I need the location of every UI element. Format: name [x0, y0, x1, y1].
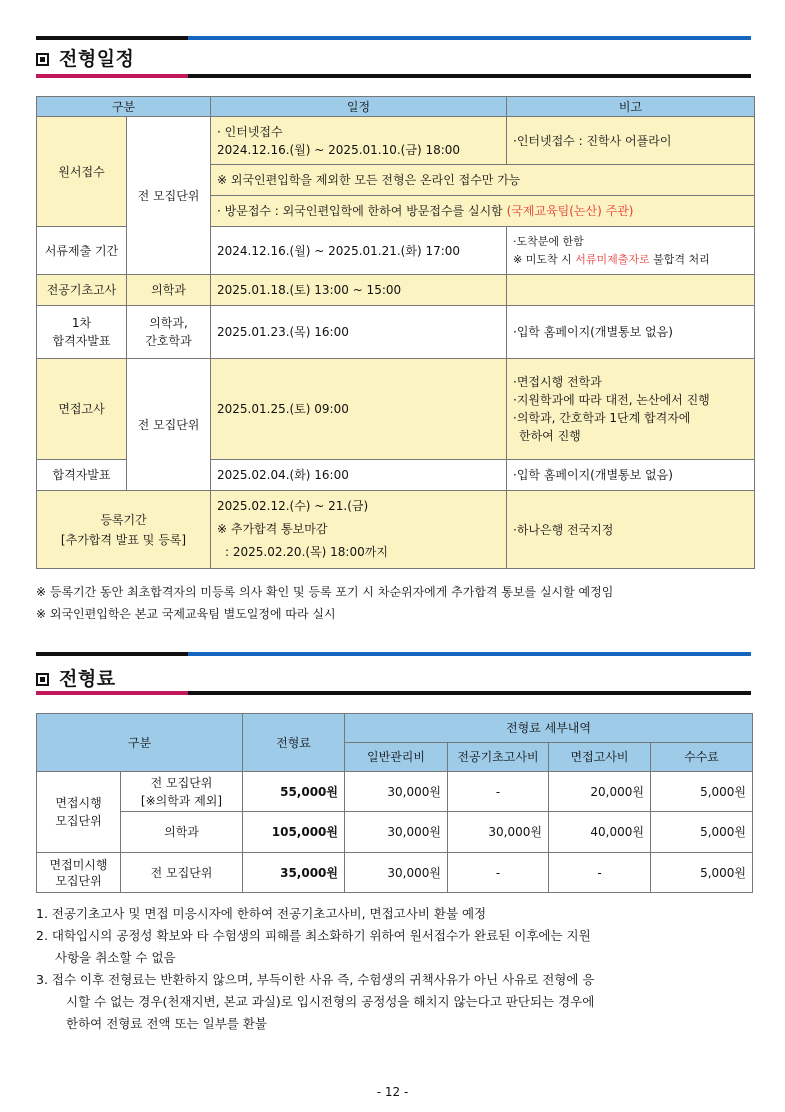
interview-label: 면접고사	[37, 359, 127, 460]
section-bar-top	[36, 36, 751, 40]
interview-unit: 전 모집단위	[127, 359, 211, 491]
fee-note: 3. 접수 이후 전형료는 반환하지 않으며, 부득이한 사유 즉, 수험생의 귀책사유가 아닌 사유로 전형에 응	[36, 972, 595, 987]
application-unit: 전 모집단위	[127, 117, 211, 275]
fee-unit: 전 모집단위	[121, 853, 243, 893]
documents-date: 2024.12.16.(월) ~ 2025.01.21.(화) 17:00	[211, 227, 507, 275]
schedule-table	[36, 96, 755, 569]
interview-date: 2025.01.25.(토) 09:00	[211, 359, 507, 460]
fee-general: 30,000원	[345, 853, 448, 893]
fee-table	[36, 713, 753, 893]
first-pass-note: ·입학 홈페이지(개별통보 없음)	[507, 306, 755, 359]
section1-header	[36, 36, 751, 80]
first-pass-label: 1차 합격자발표	[37, 306, 127, 359]
basic-exam-date: 2025.01.18.(토) 13:00 ~ 15:00	[211, 275, 507, 306]
group2-label: 면접미시행 모집단위	[37, 853, 121, 893]
basic-exam-note	[507, 275, 755, 306]
fee-header-basic: 전공기초고사비	[448, 743, 549, 772]
header-schedule: 일정	[211, 97, 507, 117]
fee-interview: 40,000원	[549, 812, 651, 853]
fee-commission: 5,000원	[651, 772, 753, 812]
table-row	[37, 812, 753, 853]
header-category: 구분	[37, 97, 211, 117]
fee-header-general: 일반관리비	[345, 743, 448, 772]
fee-total: 105,000원	[243, 812, 345, 853]
fee-interview: 20,000원	[549, 772, 651, 812]
pass-date: 2025.02.04.(화) 16:00	[211, 460, 507, 491]
fee-total: 35,000원	[243, 853, 345, 893]
interview-note: ·면접시행 전학과 ·지원학과에 따라 대전, 논산에서 진행 ·의학과, 간호학과 1단계 합격자에 한하여 진행	[507, 359, 755, 460]
registration-note: ·하나은행 전국지정	[507, 491, 755, 569]
header-remarks: 비고	[507, 97, 755, 117]
fee-unit: 전 모집단위 [※의학과 제외]	[121, 772, 243, 812]
fee-total: 55,000원	[243, 772, 345, 812]
square-bullet-icon	[36, 673, 49, 686]
schedule-note: ※ 외국인편입학은 본교 국제교육팀 별도일정에 따라 실시	[36, 607, 336, 621]
group1-label: 면접시행 모집단위	[37, 772, 121, 853]
fee-basic: 30,000원	[448, 812, 549, 853]
fee-basic: -	[448, 853, 549, 893]
section-bar-top	[36, 652, 751, 656]
application-label: 원서접수	[37, 117, 127, 227]
fee-note: 시할 수 없는 경우(천재지변, 본교 과실)로 입시전형의 공정성을 해치지 않는다고 판단되는 경우에	[66, 994, 595, 1009]
fee-note: 사항을 취소할 수 없음	[55, 950, 176, 965]
visit-note: · 방문접수 : 외국인편입학에 한하여 방문접수를 실시함 (국제교육팀(논산) 주관)	[211, 196, 755, 227]
internet-schedule: · 인터넷접수 2024.12.16.(월) ~ 2025.01.10.(금) 18:00	[211, 117, 507, 165]
schedule-note: ※ 등록기간 동안 최초합격자의 미등록 의사 확인 및 등록 포기 시 차순위자에게 추가합격 통보를 실시할 예정임	[36, 585, 614, 599]
fee-general: 30,000원	[345, 772, 448, 812]
table-row	[37, 772, 753, 812]
fee-general: 30,000원	[345, 812, 448, 853]
table-row	[37, 306, 755, 359]
table-row	[37, 491, 755, 569]
fee-note: 2. 대학입시의 공정성 확보와 타 수험생의 피해를 최소화하기 위하여 원서접수가 완료된 이후에는 지원	[36, 928, 591, 943]
section-bar-bottom	[36, 74, 751, 78]
registration-date: 2025.02.12.(수) ~ 21.(금) ※ 추가합격 통보마감 : 2025.02.20.(목) 18:00까지	[211, 491, 507, 569]
registration-label: 등록기간 [추가합격 발표 및 등록]	[37, 491, 211, 569]
section-title: 전형일정	[36, 44, 134, 71]
table-row	[37, 853, 753, 893]
documents-label: 서류제출 기간	[37, 227, 127, 275]
fee-commission: 5,000원	[651, 812, 753, 853]
fee-unit: 의학과	[121, 812, 243, 853]
fee-header-category: 구분	[37, 714, 243, 772]
first-pass-date: 2025.01.23.(목) 16:00	[211, 306, 507, 359]
pass-note: ·입학 홈페이지(개별통보 없음)	[507, 460, 755, 491]
fee-basic: -	[448, 772, 549, 812]
first-pass-unit: 의학과, 간호학과	[127, 306, 211, 359]
fee-note: 1. 전공기초고사 및 면접 미응시자에 한하여 전공기초고사비, 면접고사비 환불 예정	[36, 906, 487, 921]
internet-note: ·인터넷접수 : 진학사 어플라이	[507, 117, 755, 165]
fee-header-detail: 전형료 세부내역	[345, 714, 753, 743]
table-row	[37, 117, 755, 165]
pass-label: 합격자발표	[37, 460, 127, 491]
documents-note: ·도착분에 한함 ※ 미도착 시 서류미제출자로 불합격 처리	[507, 227, 755, 275]
fee-header-interview: 면접고사비	[549, 743, 651, 772]
fee-interview: -	[549, 853, 651, 893]
fee-header-commission: 수수료	[651, 743, 753, 772]
section2-header	[36, 652, 751, 696]
fee-commission: 5,000원	[651, 853, 753, 893]
fee-note: 한하여 전형료 전액 또는 일부를 환불	[66, 1016, 267, 1031]
basic-exam-label: 전공기초고사	[37, 275, 127, 306]
section-bar-bottom	[36, 691, 751, 695]
page-number: - 12 -	[376, 1085, 409, 1099]
section-title: 전형료	[36, 664, 116, 691]
fee-header-fee: 전형료	[243, 714, 345, 772]
basic-exam-unit: 의학과	[127, 275, 211, 306]
table-row	[37, 359, 755, 460]
table-row	[37, 275, 755, 306]
online-only-note: ※ 외국인편입학을 제외한 모든 전형은 온라인 접수만 가능	[211, 165, 755, 196]
square-bullet-icon	[36, 53, 49, 66]
